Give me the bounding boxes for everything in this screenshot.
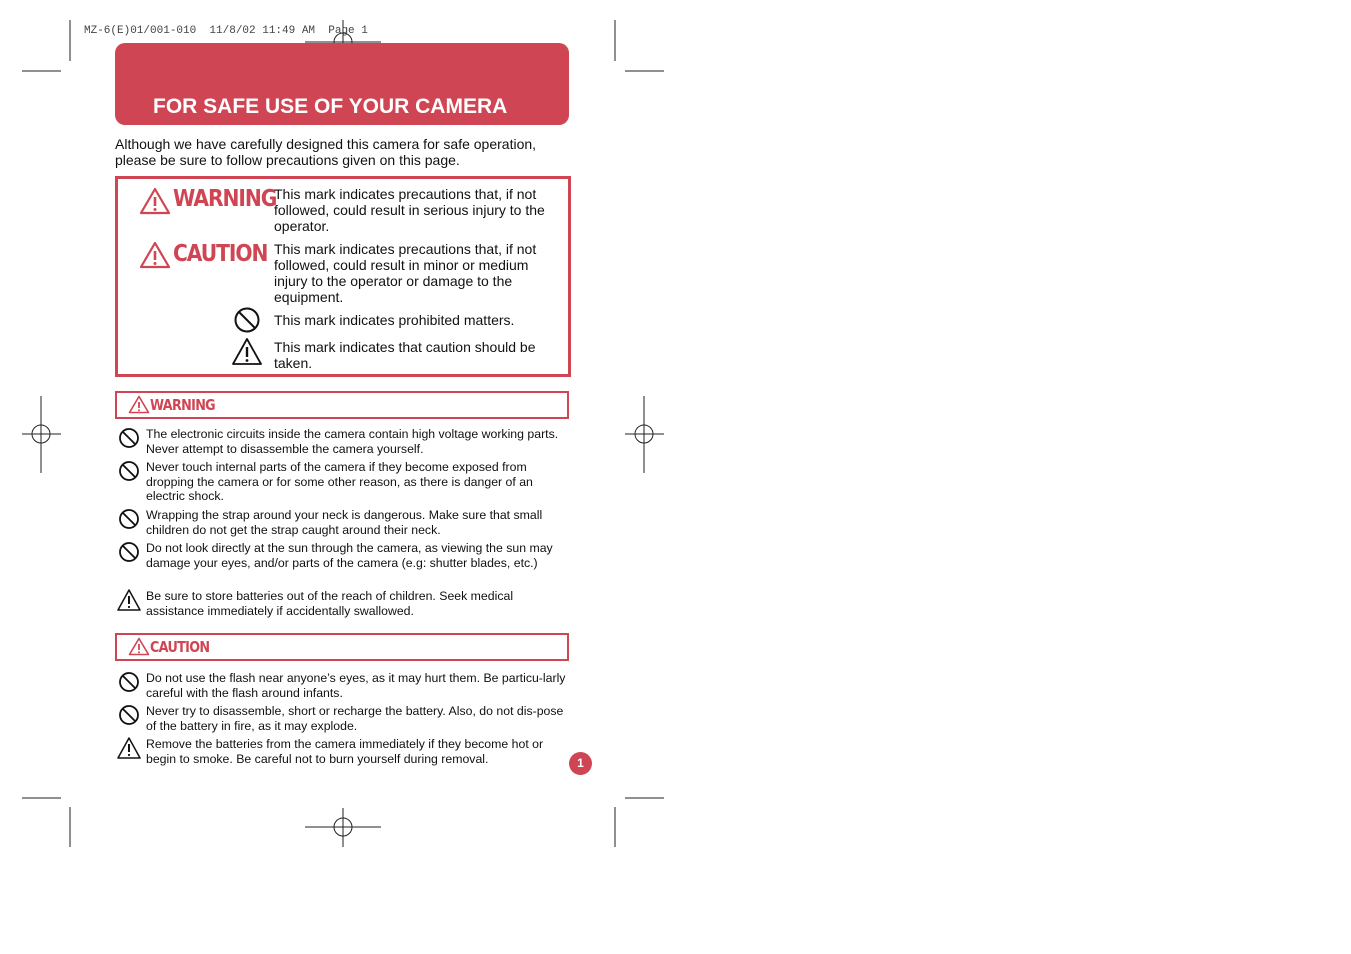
list-item-text: Never try to disassemble, short or recharge the battery. Also, do not dis-pose of the battery in fire, as it may explode. bbox=[146, 704, 564, 733]
list-item-text: Be sure to store batteries out of the reach of children. Seek medical assistance immediately if accidentally swallowed. bbox=[146, 589, 514, 618]
list-item-text: Do not look directly at the sun through the camera, as viewing the sun may damage your eyes, and/or parts of the camera (e.g: shutter blades, etc.) bbox=[146, 541, 553, 570]
caution-triangle-icon bbox=[117, 588, 141, 612]
legend-caution-text: This mark indicates precautions that, if not followed, could result in minor or medium injury to the operator or damage to the equipment. bbox=[274, 241, 537, 305]
legend-caution-label: CAUTION bbox=[173, 241, 268, 267]
prohibited-icon bbox=[117, 507, 141, 531]
caution-triangle-icon bbox=[139, 241, 171, 269]
caution-triangle-icon bbox=[231, 337, 263, 367]
caution-section-header bbox=[115, 633, 569, 661]
warning-section-header bbox=[115, 391, 569, 419]
legend-alert-text: This mark indicates that caution should be taken. bbox=[274, 339, 536, 371]
prohibited-icon bbox=[117, 426, 141, 450]
caution-triangle-icon bbox=[117, 736, 141, 760]
list-item-text: Never touch internal parts of the camera if they become exposed from dropping the camera or for some other reason, as there is danger of an electric shock. bbox=[146, 460, 533, 504]
prohibited-icon bbox=[233, 306, 261, 334]
legend-prohibited-text: This mark indicates prohibited matters. bbox=[274, 312, 515, 328]
legend-box bbox=[115, 176, 571, 377]
warning-triangle-icon bbox=[139, 187, 171, 215]
page-number: 1 bbox=[569, 752, 592, 775]
title-banner bbox=[115, 43, 569, 125]
prohibited-icon bbox=[117, 703, 141, 727]
prohibited-icon bbox=[117, 459, 141, 483]
list-item-text: Wrapping the strap around your neck is dangerous. Make sure that small children do not get the strap caught around their neck. bbox=[146, 508, 543, 537]
intro-text: Although we have carefully designed this camera for safe operation, please be sure to follow precautions given on this page. bbox=[115, 136, 537, 168]
caution-section-label: CAUTION bbox=[150, 638, 210, 656]
legend-warning-text: This mark indicates precautions that, if not followed, could result in serious injury to the operator. bbox=[274, 186, 545, 234]
print-slug: MZ-6(E)01/001-010 11/8/02 11:49 AM Page 1 bbox=[84, 25, 368, 37]
warning-triangle-icon bbox=[128, 395, 150, 414]
legend-warning-label: WARNING bbox=[173, 186, 277, 212]
list-item-text: Do not use the flash near anyone’s eyes, as it may hurt them. Be particu-larly careful with the flash around infants. bbox=[146, 671, 566, 700]
prohibited-icon bbox=[117, 540, 141, 564]
caution-triangle-icon bbox=[128, 637, 150, 656]
list-item-text: Remove the batteries from the camera immediately if they become hot or begin to smoke. Be careful not to burn yourself during removal. bbox=[146, 737, 544, 766]
prohibited-icon bbox=[117, 670, 141, 694]
page-title: FOR SAFE USE OF YOUR CAMERA bbox=[153, 95, 508, 118]
warning-section-label: WARNING bbox=[150, 396, 215, 414]
list-item-text: The electronic circuits inside the camera contain high voltage working parts. Never attempt to disassemble the camera yourself. bbox=[146, 427, 559, 456]
